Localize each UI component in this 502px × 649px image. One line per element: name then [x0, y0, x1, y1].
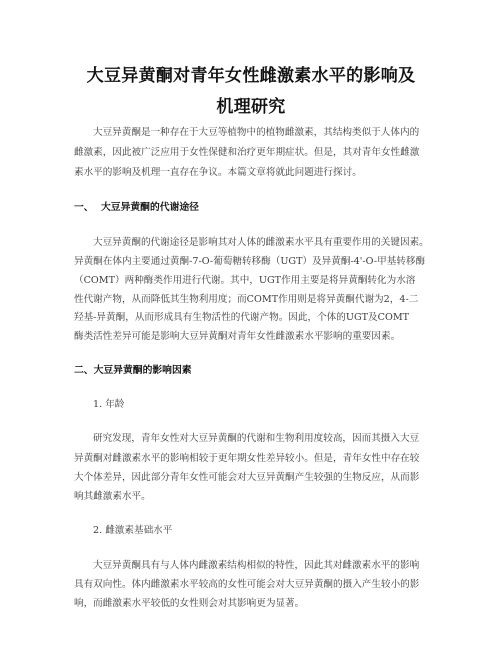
subsection-2-line-3: 响，而雌激素水平较低的女性则会对其影响更为显著。 [74, 598, 305, 609]
subsection-1-line-4: 响其雌激素水平。 [74, 491, 151, 502]
subsection-1-line-2: 异黄酮对雌激素水平的影响相较于更年期女性差异较小。但是，青年女性中存在较 [74, 453, 420, 464]
subsection-2-line-1: 大豆异黄酮具有与人体内雌激素结构相似的特性，因此其对雌激素水平的影响 [93, 560, 420, 571]
intro-line-2: 雌激素，因此被广泛应用于女性保健和治疗更年期症状。但是，其对青年女性雌激 [74, 147, 420, 158]
section-1-line-5: 羟基-异黄酮，从而形成具有生物活性的代谢产物。因此，个体的UGT及COMT [74, 312, 410, 323]
section-1-line-1: 大豆异黄酮的代谢途径是影响其对人体的雌激素水平具有重要作用的关键因素。 [93, 237, 429, 248]
subsection-2-line-2: 具有双向性。体内雌激素水平较高的女性可能会对大豆异黄酮的摄入产生较小的影 [74, 579, 420, 590]
document-title-line-1: 大豆异黄酮对青年女性雌激素水平的影响及 [86, 66, 416, 86]
section-1-number: 一、 [74, 202, 94, 213]
subsection-1-heading: 1. 年龄 [93, 399, 125, 410]
section-1-line-4: 性代谢产物，从而降低其生物利用度；而COMT作用则是将异黄酮代谢为2，4-二 [74, 294, 419, 305]
document-title-line-2: 机理研究 [216, 97, 286, 117]
section-1-line-6: 酶类活性差异可能是影响大豆异黄酮对青年女性雌激素水平影响的重要因素。 [74, 331, 401, 342]
subsection-1-line-1: 研究发现，青年女性对大豆异黄酮的代谢和生物利用度较高，因而其摄入大豆 [93, 433, 420, 444]
subsection-1-line-3: 大个体差异，因此部分青年女性可能会对大豆异黄酮产生较强的生物反应，从而影 [74, 472, 420, 483]
intro-line-1: 大豆异黄酮是一种存在于大豆等植物中的植物雌激素，其结构类似于人体内的 [93, 127, 420, 138]
intro-line-3: 素水平的影响及机理一直存在争议。本篇文章将就此问题进行探讨。 [74, 167, 362, 178]
section-1-heading [74, 201, 199, 214]
section-1-line-3: （COMT）两种酶类作用进行代谢。其中，UGT作用主要是将异黄酮转化为水溶 [74, 275, 416, 286]
subsection-2-heading: 2. 雌激素基础水平 [93, 525, 173, 536]
section-1-title: 大豆异黄酮的代谢途径 [101, 202, 199, 213]
section-1-line-2: 异黄酮在体内主要通过黄酮-7-O-葡萄糖转移酶（UGT）及异黄酮-4'-O-甲基转移酶 [74, 256, 426, 267]
section-2-heading: 二、大豆异黄酮的影响因素 [74, 365, 192, 376]
